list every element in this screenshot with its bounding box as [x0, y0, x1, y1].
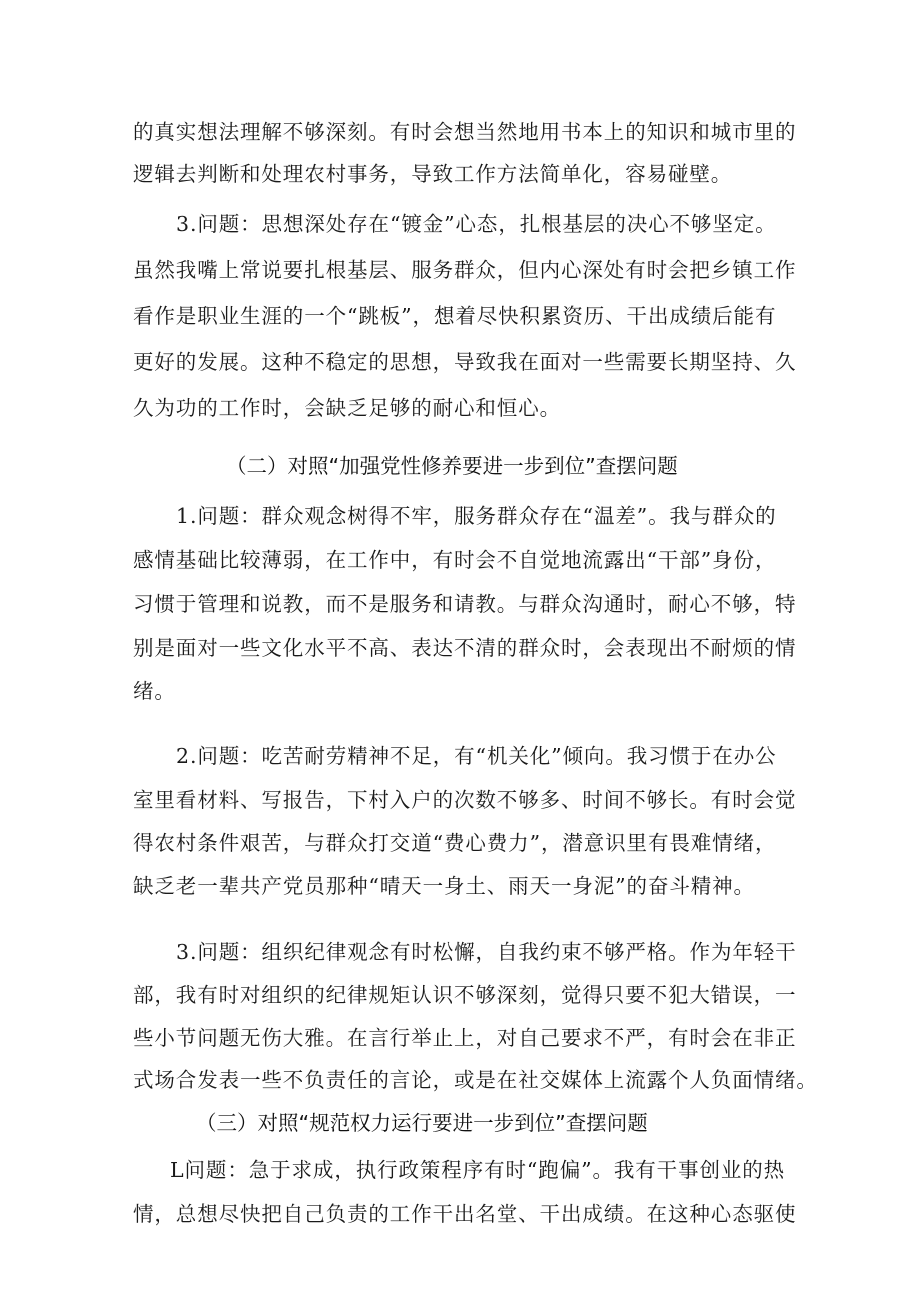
section-heading: （二）对照“加强党性修养要进一步到位”查摆问题: [226, 454, 678, 478]
text-line: 式场合发表一些不负责任的言论，或是在社交媒体上流露个人负面情绪。: [133, 1068, 818, 1092]
text-line: 别是面对一些文化水平不高、表达不清的群众时，会表现出不耐烦的情: [133, 636, 797, 660]
text-line: 3.问题：组织纪律观念有时松懈，自我约束不够严格。作为年轻干: [176, 940, 797, 964]
text-line: 3.问题：思想深处存在“镀金”心态，扎根基层的决心不够坚定。: [176, 212, 777, 236]
text-line: 习惯于管理和说教，而不是服务和请教。与群众沟通时，耐心不够，特: [133, 592, 797, 616]
text-line: 1.问题：群众观念树得不牢，服务群众存在“温差”。我与群众的: [176, 504, 777, 528]
text-line: L问题：急于求成，执行政策程序有时“跑偏”。我有干事创业的热: [170, 1158, 786, 1182]
text-line: 逻辑去判断和处理农村事务，导致工作方法简单化，容易碰壁。: [133, 162, 733, 186]
section-heading: （三）对照“规范权力运行要进一步到位”查摆问题: [196, 1111, 648, 1135]
text-line: 更好的发展。这种不稳定的思想，导致我在面对一些需要长期坚持、久: [133, 350, 797, 374]
text-line: 情，总想尽快把自己负责的工作干出名堂、干出成绩。在这种心态驱使: [133, 1202, 797, 1226]
text-line: 虽然我嘴上常说要扎根基层、服务群众，但内心深处有时会把乡镇工作: [133, 258, 797, 282]
text-line: 缺乏老一辈共产党员那种“晴天一身土、雨天一身泥”的奋斗精神。: [133, 874, 755, 898]
text-line: 感情基础比较薄弱，在工作中，有时会不自觉地流露出“干部”身份，: [133, 548, 777, 572]
text-line: 看作是职业生涯的一个“跳板”，想着尽快积累资历、干出成绩后能有: [133, 304, 777, 328]
text-line: 部，我有时对组织的纪律规矩认识不够深刻，觉得只要不犯大错误，一: [133, 983, 797, 1007]
text-line: 室里看材料、写报告，下村入户的次数不够多、时间不够长。有时会觉: [133, 788, 797, 812]
text-line: 2.问题：吃苦耐劳精神不足，有“机关化”倾向。我习惯于在办公: [176, 744, 777, 768]
text-line: 得农村条件艰苦，与群众打交道“费心费力”，潜意识里有畏难情绪，: [133, 831, 777, 855]
text-line: 些小节问题无伤大雅。在言行举止上，对自己要求不严，有时会在非正: [133, 1026, 797, 1050]
text-line: 久为功的工作时，会缺乏足够的耐心和恒心。: [133, 396, 561, 420]
text-line: 的真实想法理解不够深刻。有时会想当然地用书本上的知识和城市里的: [133, 120, 797, 144]
text-line: 绪。: [133, 679, 176, 703]
